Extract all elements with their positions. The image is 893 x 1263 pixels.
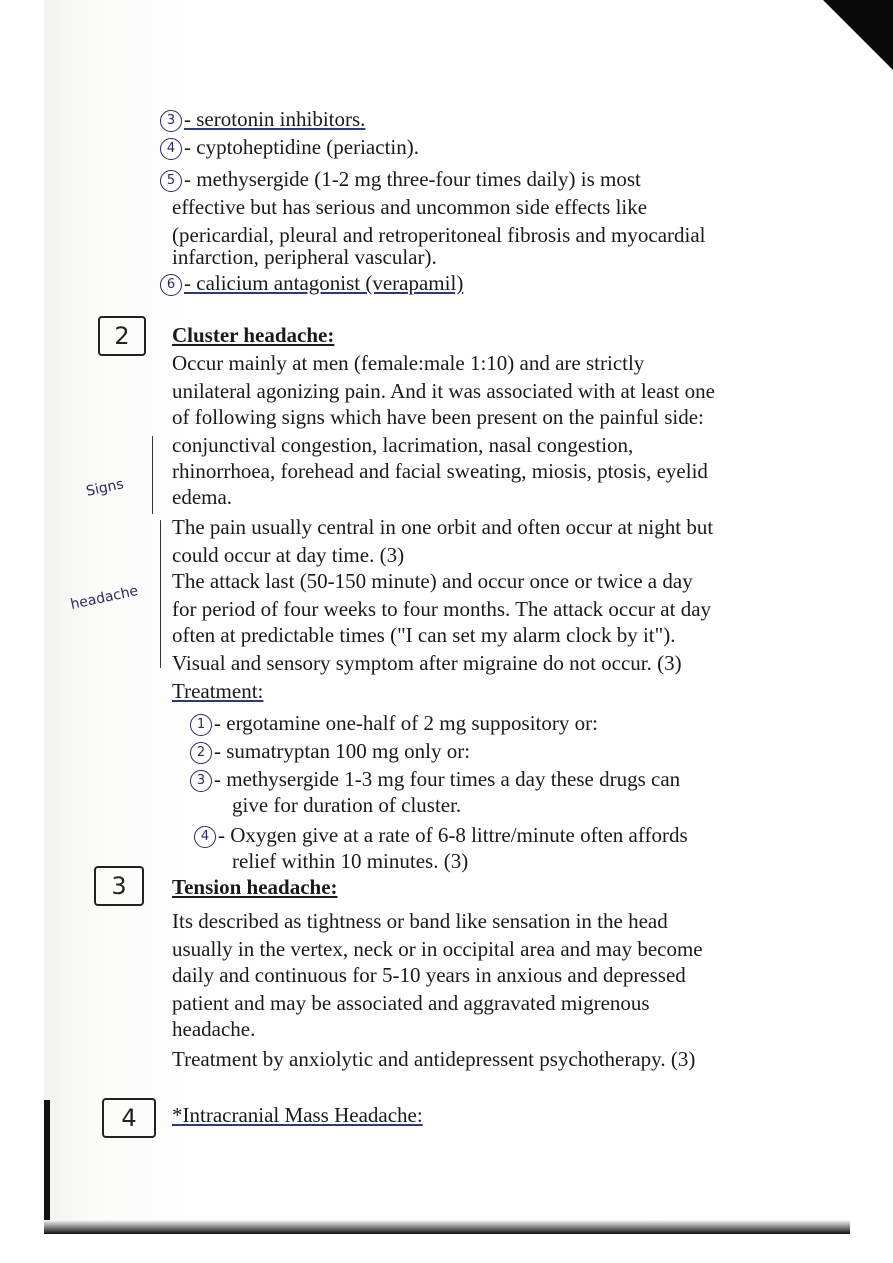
cluster-heading: Cluster headache: — [172, 323, 335, 347]
margin-note-headache: headache — [69, 583, 140, 613]
cluster-treatment-3-line-2: give for duration of cluster. — [232, 793, 462, 817]
margin-note-signs: Signs — [84, 476, 126, 500]
tension-line-1: Its described as tightness or band like sensation in the head — [172, 909, 668, 933]
prophylaxis-item-3: 3 - serotonin inhibitors. — [160, 106, 365, 132]
cluster-line-8: could occur at day time. (3) — [172, 543, 405, 567]
tension-line-5: headache. — [172, 1017, 256, 1041]
item-number-circle: 4 — [194, 826, 216, 848]
cluster-line-12: Visual and sensory symptom after migraine do not occur. (3) — [172, 651, 682, 675]
margin-brace — [160, 520, 161, 668]
cluster-line-6: edema. — [172, 485, 233, 509]
page-bottom-shadow — [44, 1220, 850, 1234]
cluster-line-3: of following signs which have been present on the painful side: — [172, 405, 704, 429]
tension-line-4: patient and may be associated and aggravated migrenous — [172, 991, 650, 1015]
cluster-line-2: unilateral agonizing pain. And it was associated with at least one — [172, 379, 715, 403]
prophylaxis-item-6: 6 - calicium antagonist (verapamil) — [160, 270, 463, 296]
item-number-circle: 1 — [190, 714, 212, 736]
cluster-line-9: The attack last (50-150 minute) and occur once or twice a day — [172, 569, 693, 593]
section-number-box: 3 — [94, 866, 144, 906]
tension-line-2: usually in the vertex, neck or in occipital area and may become — [172, 937, 703, 961]
tension-treatment: Treatment by anxiolytic and antidepressent psychotherapy. (3) — [172, 1047, 696, 1071]
item-number-circle: 3 — [160, 110, 182, 132]
prophylaxis-item-5-line-3: (pericardial, pleural and retroperitoneal fibrosis and myocardial — [172, 223, 706, 247]
item-number-circle: 2 — [190, 742, 212, 764]
section-number-box: 4 — [102, 1098, 156, 1138]
cluster-line-1: Occur mainly at men (female:male 1:10) and are strictly — [172, 351, 645, 375]
cluster-line-5: rhinorrhoea, forehead and facial sweating, miosis, ptosis, eyelid — [172, 459, 708, 483]
cluster-treatment-label: Treatment: — [172, 679, 264, 703]
cluster-treatment-4: 4 - Oxygen give at a rate of 6-8 littre/minute often affords — [194, 822, 688, 848]
item-number-circle: 6 — [160, 274, 182, 296]
cluster-line-10: for period of four weeks to four months. The attack occur at day — [172, 597, 712, 621]
tension-line-3: daily and continuous for 5-10 years in anxious and depressed — [172, 963, 686, 987]
tension-heading: Tension headache: — [172, 875, 338, 899]
page-corner-shadow — [823, 0, 893, 70]
section-number-box: 2 — [98, 316, 146, 356]
prophylaxis-item-5-line-2: effective but has serious and uncommon side effects like — [172, 195, 648, 219]
cluster-treatment-2: 2 - sumatryptan 100 mg only or: — [190, 738, 470, 764]
prophylaxis-item-5-line-4: infarction, peripheral vascular). — [172, 245, 437, 269]
prophylaxis-item-4: 4 - cyptoheptidine (periactin). — [160, 134, 419, 160]
item-number-circle: 5 — [160, 170, 182, 192]
prophylaxis-item-5: 5 - methysergide (1-2 mg three-four times daily) is most — [160, 166, 641, 192]
margin-brace — [152, 436, 153, 514]
item-number-circle: 4 — [160, 138, 182, 160]
page-edge-shadow — [44, 1100, 50, 1234]
item-number-circle: 3 — [190, 770, 212, 792]
cluster-line-7: The pain usually central in one orbit and often occur at night but — [172, 515, 714, 539]
cluster-treatment-1: 1 - ergotamine one-half of 2 mg suppository or: — [190, 710, 598, 736]
cluster-treatment-4-line-2: relief within 10 minutes. (3) — [232, 849, 469, 873]
cluster-treatment-3: 3 - methysergide 1-3 mg four times a day these drugs can — [190, 766, 680, 792]
intracranial-heading: *Intracranial Mass Headache: — [172, 1103, 423, 1127]
cluster-line-4: conjunctival congestion, lacrimation, nasal congestion, — [172, 433, 634, 457]
cluster-line-11: often at predictable times ("I can set my alarm clock by it"). — [172, 623, 676, 647]
